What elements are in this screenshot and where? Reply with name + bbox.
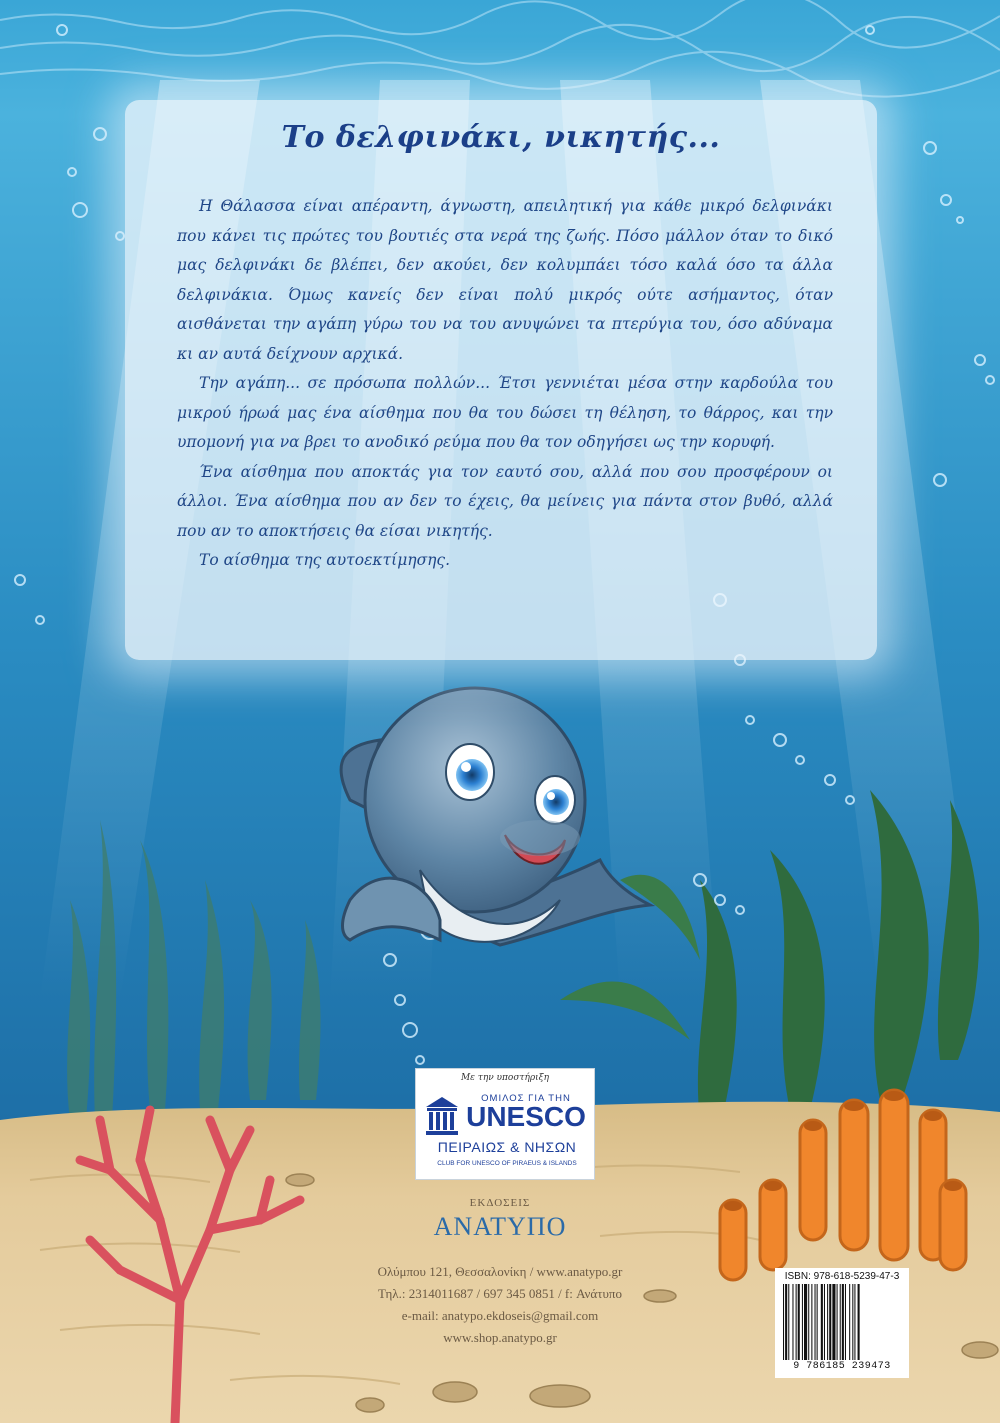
publisher-name: ΑΝΑΤΥΠΟ: [433, 1212, 567, 1241]
synopsis-paragraph-3: Ένα αίσθημα που αποκτάς για τον εαυτό σου, αλλά που σου προσφέρουν οι άλλοι. Ένα αίσθημα που αν δεν το έχεις, θα μείνεις για πάντα στον βυθό, αλλά που αν το αποκτήσεις θα είσαι νικητής.: [177, 462, 833, 540]
barcode-digits: 9 786185 239473: [793, 1361, 891, 1372]
synopsis-text: [177, 192, 833, 576]
synopsis-paragraph-1: Η Θάλασσα είναι απέραντη, άγνωστη, απειλητική για κάθε μικρό δελφινάκι που κάνει τις πρώτες του βουτιές στα νερά της ζωής. Πόσο μάλλον όταν το δικό μας δελφινάκι δε βλέπει, δεν ακούει, δεν κολυμπάει τόσο καλά όσο τα άλλα δελφινάκια. Όμως κανείς δεν είναι πολύ μικρός ούτε ασήμαντος, όταν αισθάνεται την αγάπη γύρω του να του ανυψώνει τα πτερύγια του, όσο αδύναμα κι αν αυτά δείχνουν αρχικά.: [177, 197, 833, 363]
temple-icon: [424, 1095, 460, 1137]
synopsis-paragraph-4: Το αίσθημα της αυτοεκτίμησης.: [199, 551, 451, 569]
synopsis-panel: [125, 100, 877, 660]
publisher-label: ΕΚΔΟΣΕΙΣ: [469, 1197, 531, 1209]
book-title: Το δελφινάκι, νικητής...: [281, 120, 721, 155]
publisher-shop: www.shop.anatypo.gr: [443, 1330, 557, 1345]
sponsor-label: Με την υποστήριξη: [460, 1073, 550, 1083]
club-line-1: ΟΜΙΛΟΣ ΓΙΑ ΤΗΝ: [481, 1093, 571, 1104]
publisher-address: Ολύμπου 121, Θεσσαλονίκη / www.anatypo.gr: [377, 1264, 623, 1279]
isbn-label: ISBN: 978-618-5239-47-3: [784, 1271, 900, 1282]
club-line-2: UNESCO: [466, 1101, 586, 1132]
isbn-barcode: [775, 1268, 909, 1378]
synopsis-paragraph-2: Την αγάπη... σε πρόσωπα πολλών... Έτσι γεννιέται μέσα στην καρδούλα του μικρού ήρωά μας ένα αίσθημα που θα του δώσει τη θέληση, το θάρρος, και την υπομονή για να βρει το ανοδικό ρεύμα που θα τον οδηγήσει ως την κορυφή.: [177, 374, 833, 451]
dolphin-snout: [500, 820, 580, 856]
barcode-icon: [781, 1284, 903, 1360]
publisher-email: e-mail: anatypo.ekdoseis@gmail.com: [401, 1308, 599, 1323]
club-line-4: CLUB FOR UNESCO OF PIRAEUS & ISLANDS: [437, 1160, 577, 1167]
unesco-sponsor-logo: [415, 1068, 595, 1180]
club-line-3: ΠΕΙΡΑΙΩΣ & ΝΗΣΩΝ: [437, 1139, 577, 1155]
publisher-phone: Τηλ.: 2314011687 / 697 345 0851 / f: Ανάτυπο: [378, 1286, 622, 1301]
